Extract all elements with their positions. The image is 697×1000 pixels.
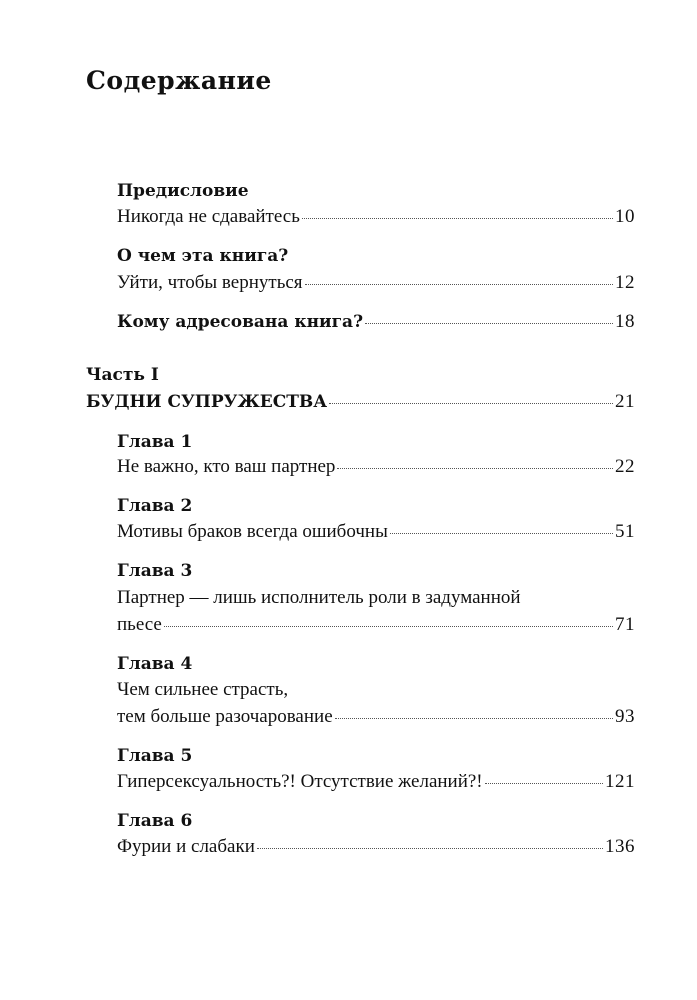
dot-leader [305,284,613,285]
dot-leader [302,218,613,219]
dot-leader [390,533,613,534]
entry-label: Мотивы браков всегда ошибочны [117,521,388,542]
toc-entry-preface[interactable] [117,206,635,228]
page-number: 10 [615,206,635,227]
toc-entry-audience[interactable] [117,311,635,333]
entry-label: Гиперсексуальность?! Отсутствие желаний?! [117,771,483,792]
page-number: 18 [615,311,635,332]
dot-leader [365,323,613,324]
toc-entry-chapter-5[interactable] [117,771,635,793]
toc-entry-about[interactable] [117,272,635,294]
toc-entry-chapter-2[interactable] [117,521,635,543]
toc-entry-chapter-1[interactable] [117,456,635,478]
page-number: 21 [615,391,635,412]
page-number: 93 [615,706,635,727]
entry-label: тем больше разочарование [117,706,333,727]
about-heading: О чем эта книга? [117,246,289,266]
part-title: БУДНИ СУПРУЖЕСТВА [86,392,328,412]
toc-entry-chapter-3[interactable] [117,614,635,636]
entry-label: Кому адресована книга? [117,312,364,332]
page-title: Содержание [86,66,272,95]
entry-label: пьесе [117,614,162,635]
page-number: 71 [615,614,635,635]
chapter-heading: Глава 2 [117,496,193,516]
entry-label: Не важно, кто ваш партнер [117,456,336,477]
entry-label-line1: Чем сильнее страсть, [117,679,289,700]
page-number: 51 [615,521,635,542]
chapter-heading: Глава 5 [117,746,193,766]
preface-heading: Предисловие [117,181,249,201]
toc-entry-chapter-6[interactable] [117,836,635,858]
page-number: 12 [615,272,635,293]
chapter-heading: Глава 1 [117,432,193,452]
entry-label: Никогда не сдавайтесь [117,206,300,227]
chapter-heading: Глава 3 [117,561,193,581]
chapter-heading: Глава 6 [117,811,193,831]
part-label: Часть I [86,365,159,385]
page-number: 22 [615,456,635,477]
entry-label: Уйти, чтобы вернуться [117,272,303,293]
dot-leader [485,783,603,784]
page-number: 136 [605,836,635,857]
dot-leader [335,718,613,719]
dot-leader [164,626,613,627]
chapter-heading: Глава 4 [117,654,193,674]
dot-leader [257,848,603,849]
dot-leader [329,403,613,404]
toc-entry-chapter-4[interactable] [117,706,635,728]
page-number: 121 [605,771,635,792]
dot-leader [337,468,613,469]
entry-label-line1: Партнер — лишь исполнитель роли в задуманной [117,587,521,608]
entry-label: Фурии и слабаки [117,836,255,857]
toc-entry-part1[interactable] [86,391,635,413]
